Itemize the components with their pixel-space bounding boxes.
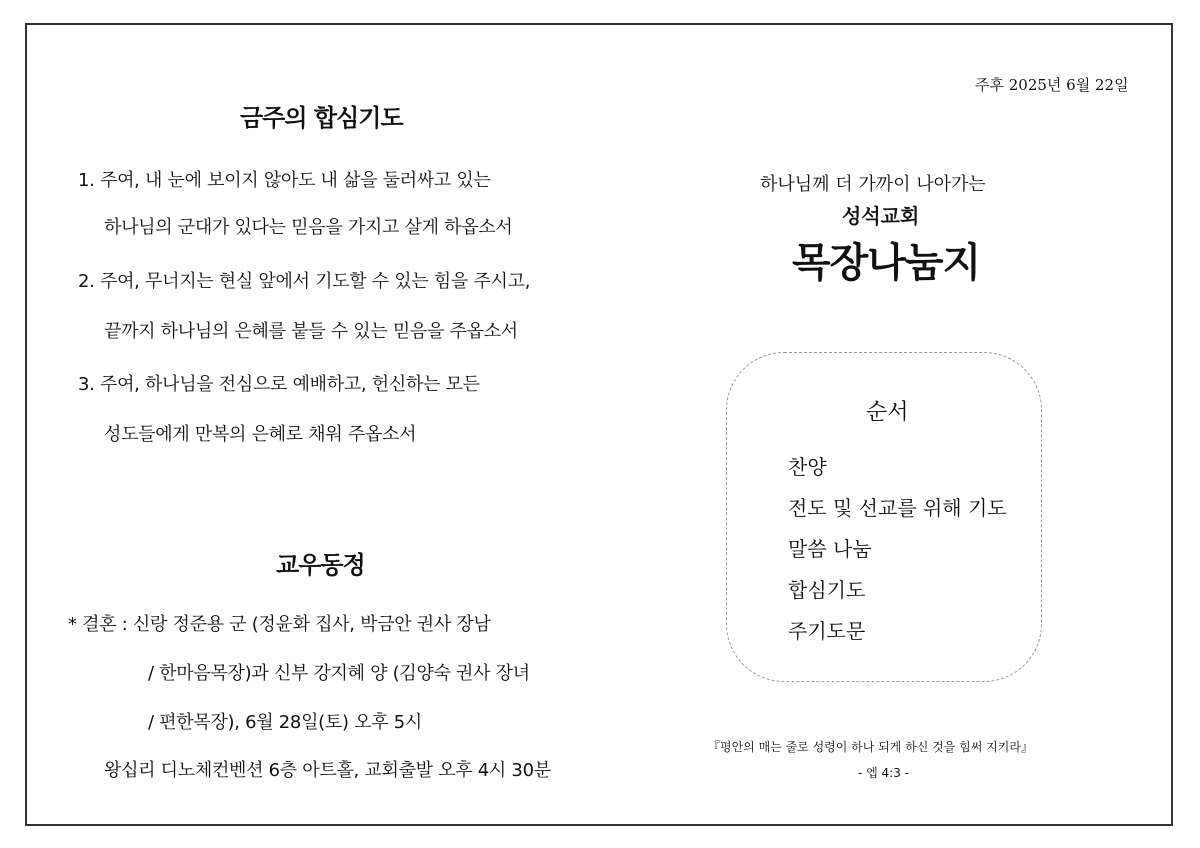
bible-verse-reference: - 엡 4:3 - [858,766,910,780]
service-date: 주후 2025년 6월 22일 [975,76,1129,94]
prayer-item-text: 주여, 무너지는 현실 앞에서 기도할 수 있는 힘을 주시고, [100,271,531,292]
order-item: 말씀 나눔 [788,537,872,561]
bible-verse: 『평안의 매는 줄로 성령이 하나 되게 하신 것을 힘써 지키라』 [708,740,1033,754]
prayer-item-3-line2: 성도들에게 만복의 은혜로 채워 주옵소서 [104,424,417,445]
prayer-item-number: 3. [78,374,95,395]
prayer-item-text: 주여, 하나님을 전심으로 예배하고, 헌신하는 모든 [100,374,480,395]
church-name: 성석교회 [842,204,920,228]
order-item: 찬양 [788,455,827,479]
prayer-item-3-line1 [78,370,480,396]
cover-subtitle: 하나님께 더 가까이 나아가는 [760,174,986,195]
news-line-1: * 결혼 : 신랑 정준용 군 (정윤화 집사, 박금안 권사 장남 [68,614,491,635]
news-title: 교우동정 [276,551,365,579]
order-item: 전도 및 선교를 위해 기도 [788,496,1007,520]
prayer-item-2-line1 [78,267,530,293]
prayer-item-1-line2: 하나님의 군대가 있다는 믿음을 가지고 살게 하옵소서 [104,217,513,238]
order-title: 순서 [866,400,909,425]
prayer-item-number: 1. [78,170,95,191]
order-item: 주기도문 [788,619,866,643]
prayer-item-2-line2: 끝까지 하나님의 은혜를 붙들 수 있는 믿음을 주옵소서 [104,321,518,342]
order-item: 합심기도 [788,578,866,602]
prayer-item-text: 주여, 내 눈에 보이지 않아도 내 삶을 둘러싸고 있는 [100,170,491,191]
prayer-item-1-line1 [78,166,491,192]
news-line-3: / 편한목장), 6월 28일(토) 오후 5시 [148,712,422,733]
news-line-4: 왕십리 디노체컨벤션 6층 아트홀, 교회출발 오후 4시 30분 [104,760,551,781]
prayer-item-number: 2. [78,271,95,292]
cover-title: 목장나눔지 [792,240,981,286]
prayer-title: 금주의 합심기도 [240,104,403,132]
news-line-2: / 한마음목장)과 신부 강지혜 양 (김양숙 권사 장녀 [148,663,530,684]
